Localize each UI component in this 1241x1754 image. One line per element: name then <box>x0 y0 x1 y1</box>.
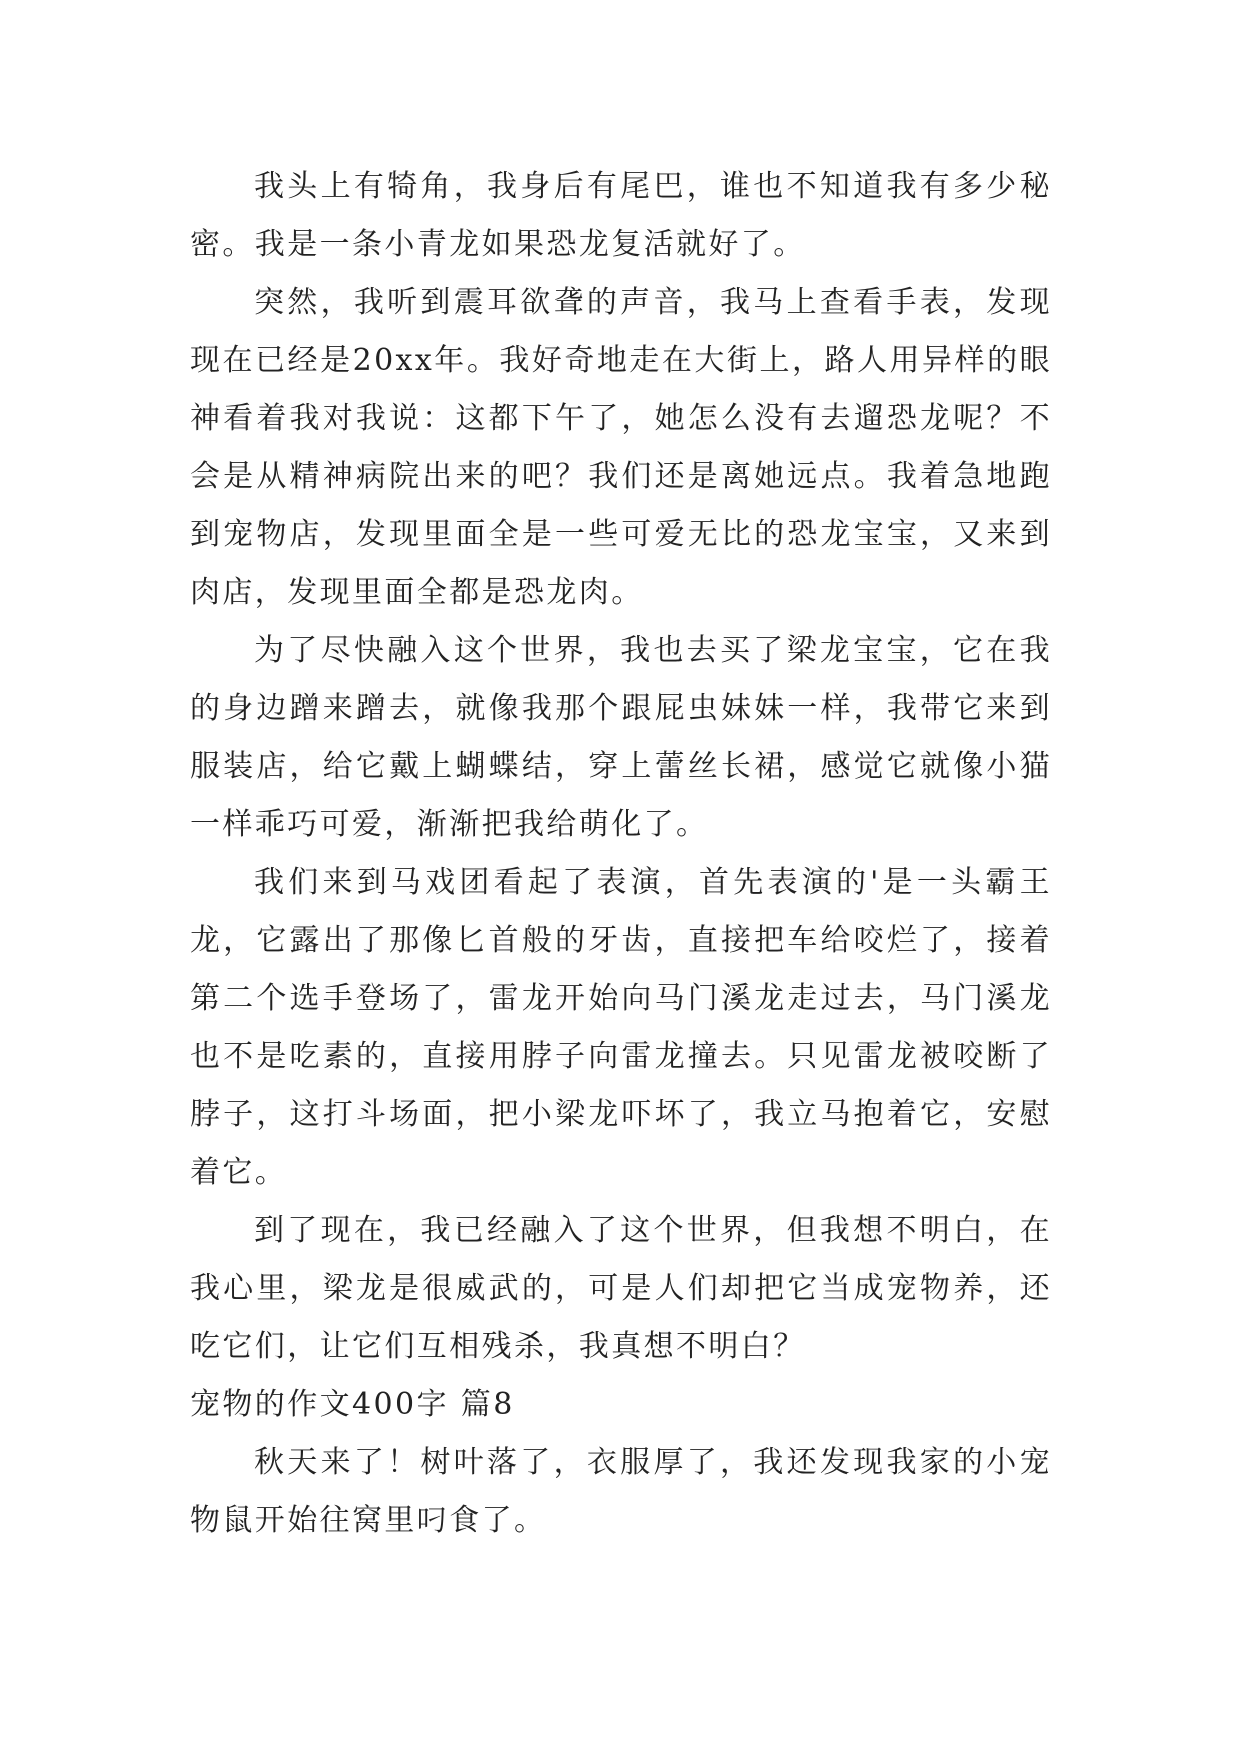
paragraph-dinosaur-world: 突然，我听到震耳欲聋的声音，我马上查看手表，发现现在已经是20xx年。我好奇地走在大街上，路人用异样的眼神看着我对我说：这都下午了，她怎么没有去遛恐龙呢？不会是从精神病院出来的吧？我们还是离她远点。我着急地跑到宠物店，发现里面全是一些可爱无比的恐龙宝宝，又来到肉店，发现里面全都是恐龙肉。 <box>190 285 1052 610</box>
paragraph-reflection: 到了现在，我已经融入了这个世界，但我想不明白，在我心里，梁龙是很威武的，可是人们却把它当成宠物养，还吃它们，让它们互相残杀，我真想不明白？ <box>190 1213 1052 1364</box>
paragraph-autumn-hamster: 秋天来了！树叶落了，衣服厚了，我还发现我家的小宠物鼠开始往窝里叼食了。 <box>190 1445 1052 1538</box>
document-body <box>190 158 1052 1550</box>
paragraph-circus-show: 我们来到马戏团看起了表演，首先表演的'是一头霸王龙，它露出了那像匕首般的牙齿，直接把车给咬烂了，接着第二个选手登场了，雷龙开始向马门溪龙走过去，马门溪龙也不是吃素的，直接用脖子向雷龙撞去。只见雷龙被咬断了脖子，这打斗场面，把小梁龙吓坏了，我立马抱着它，安慰着它。 <box>190 865 1052 1190</box>
paragraph-baby-diplodocus: 为了尽快融入这个世界，我也去买了梁龙宝宝，它在我的身边蹭来蹭去，就像我那个跟屁虫妹妹一样，我带它来到服装店，给它戴上蝴蝶结，穿上蕾丝长裙，感觉它就像小猫一样乖巧可爱，渐渐把我给萌化了。 <box>190 633 1052 842</box>
essay-heading: 宠物的作文400字 篇8 <box>190 1387 515 1422</box>
paragraph-horn-and-tail: 我头上有犄角，我身后有尾巴，谁也不知道我有多少秘密。我是一条小青龙如果恐龙复活就好了。 <box>190 169 1052 262</box>
